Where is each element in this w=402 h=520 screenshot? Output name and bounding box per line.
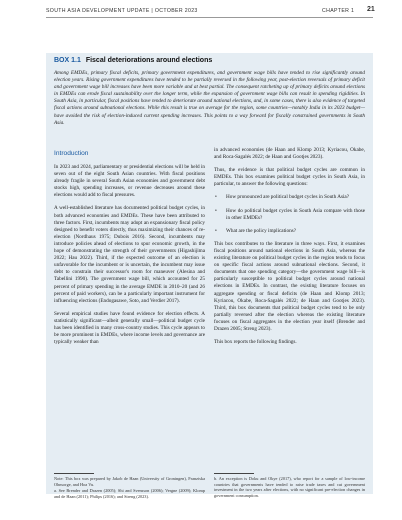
paragraph: In 2023 and 2024, parliamentary or presidential elections will be held in seven out of the eight South Asian countries. With fiscal positions already fragile in several South Asian economies and government debt stocks high, spending increases, or revenue decreases around these elections would add to fiscal pressures. <box>54 164 205 199</box>
list-item <box>214 208 365 222</box>
list-item-text: How do political budget cycles in South Asia compare with those in other EMDEs? <box>226 207 365 221</box>
right-column <box>214 147 365 352</box>
page-number: 21 <box>367 6 375 13</box>
footnote: b. An exception is Doku and Okye (2017), who report for a sample of low-income countries that governments have tended to raise trade taxes and cut government investment in the two years after elections, with no significant pre-election changes in government consumption. <box>214 476 365 498</box>
chapter-label: CHAPTER 1 <box>322 8 355 14</box>
question-list <box>214 194 365 234</box>
paragraph: This box reports the following findings. <box>214 339 297 346</box>
bullet-icon: • <box>215 194 217 201</box>
box-label: BOX 1.1 <box>54 57 81 64</box>
bullet-icon: • <box>215 227 217 234</box>
paragraph: Thus, the evidence is that political budget cycles are common in EMDEs. This box examines political budget cycles in South Asia, in particular, to answer the following questions: <box>214 167 365 188</box>
box-1-1 <box>46 53 373 494</box>
bullet-icon: • <box>215 207 217 214</box>
footnote: a. See Brender and Drazen (2005); Shi and Svensson (2006); Vergne (2009); Klomp and de Haan (2011); Philips (2016); and Streng (2023). <box>54 488 205 499</box>
report-title: SOUTH ASIA DEVELOPMENT UPDATE | OCTOBER 2023 <box>46 8 198 14</box>
list-item-text: What are the policy implications? <box>226 227 297 234</box>
footnote-rule <box>54 473 94 474</box>
box-heading: Fiscal deteriorations around elections <box>85 57 213 64</box>
left-column <box>54 150 205 352</box>
footnotes-right <box>214 476 365 499</box>
list-item <box>214 228 365 235</box>
footnote-rule <box>214 473 254 474</box>
footnote: Note: This box was prepared by Jakob de Haan (University of Groningen), Franziska Ohnsorge, and Hoa Vu. <box>54 476 205 487</box>
paragraph: A well-established literature has documented political budget cycles, in both advanced economies and EMDEs. These have been attributed to three factors. First, incumbents may adopt an expansionary fiscal policy designed to benefit voters directly, thus maximizing their chances of re-election (Nordhaus 1975; Dubois 2016). Second, incumbents may introduce policies ahead of elections to spur economic growth, in the hope of demonstrating the strength of their governments (Higashijima 2022; Hau 2022). Third, if the expected outcome of an election is unfavorable for the incumbent or is uncertain, the incumbent may issue debt to constrain their successor's room for maneuver (Alesina and Tabellini 1990). The government wage bill, which accounted for 25 percent of primary spending in the average EMDE in 2010–20 (and 26 percent of paid workers), can be a particularly important instrument for influencing elections (Endogasawe, Soto, and Verdier 2017). <box>54 205 205 304</box>
footnotes-left <box>54 476 205 500</box>
box-lead-summary: Among EMDEs, primary fiscal deficits, primary government expenditures, and government wage bills have tended to rise significantly around election years. Rising government expenditures have tended to be partially reversed in the following year, post-election reversals of primary deficit and government wage bill increases have been more variable and at best partial. The consequent ratcheting up of primary deficits around elections in EMDEs can erode fiscal sustainability over the longer term, while the expansion of government wage bills can result in spending rigidities. In South Asia, in particular, fiscal positions have tended to deteriorate around national elections, and, in some cases, there is also evidence of targeted fiscal actions around subnational elections. While this result is true on average for the region, some countries—notably India in its 2023 budget—have avoided the risk of election-induced current spending increases. This points to a way forward for fiscally constrained governments in South Asia. <box>54 70 365 126</box>
running-head <box>0 0 402 17</box>
list-item <box>214 194 365 201</box>
header-rule <box>46 17 373 18</box>
paragraph: Several empirical studies have found evidence for election effects. A statistically significant—albeit generally small—political budget cycle has been identified in many cross-country studies. This cycle appears to be more prominent in EMDEs, where income levels and governance are typically weaker than <box>54 310 205 346</box>
paragraph: in advanced economies (de Haan and Klomp 2013; Kyriacou, Okabe, and Roca-Sagalés 2022; de Haan and Gootjes 2023). <box>214 147 365 161</box>
section-heading-introduction: Introduction <box>54 150 89 157</box>
box-title <box>54 57 212 64</box>
paragraph: This box contributes to the literature in three ways. First, it examines fiscal positions around national elections in South Asia, whereas the existing literature on political budget cycles in the region tends to focus on specific fiscal actions around subnational elections. Second, it documents that one spending category—the government wage bill—is particularly susceptible to political budget cycles around national elections in EMDEs. In contrast, the existing literature focuses on aggregate spending or fiscal deficits (de Haan and Klomp 2013; Kyriacou, Okabe, Roca-Sagalés 2022; de Haan and Gootjes 2023). Third, this box documents that political budget cycles tend to be only partially reversed after the election whereas the existing literature focuses on fiscal aggregates in the election year itself (Brender and Drazen 2005; Streng 2023). <box>214 240 365 332</box>
list-item-text: How pronounced are political budget cycles in South Asia? <box>226 194 350 201</box>
